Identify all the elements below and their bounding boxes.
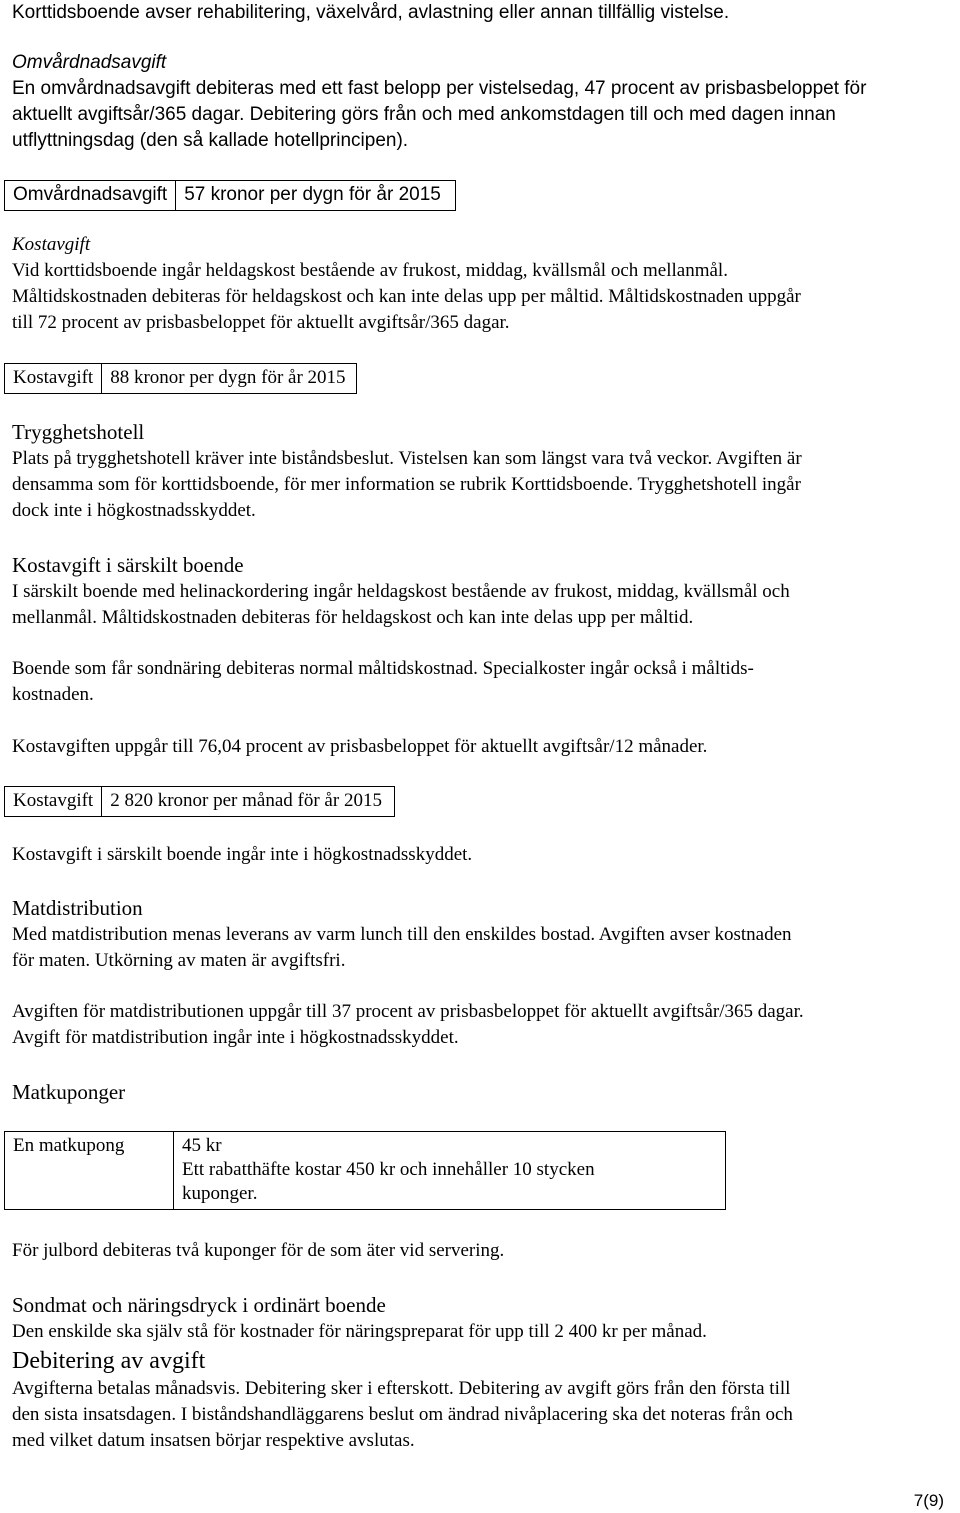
fee-description: Ett rabatthäfte kostar 450 kr och innehåller 10 stycken <box>182 1159 595 1180</box>
sondmat-section <box>12 1291 960 1345</box>
trygghetshotell-section <box>12 418 960 524</box>
body-line: Måltidskostnaden debiteras för heldagskost och kan inte delas upp per måltid. Måltidskostnaden uppgår <box>12 286 801 307</box>
matkupong-fee-table <box>4 1131 726 1210</box>
body-line: Avgifterna betalas månadsvis. Debitering sker i efterskott. Debitering av avgift görs från den första till <box>12 1378 791 1399</box>
fee-value: 88 kronor per dygn för år 2015 <box>102 364 356 394</box>
section-heading: Kostavgift <box>12 234 91 255</box>
matdistribution-section <box>12 894 960 974</box>
body-line: För julbord debiteras två kuponger för de som äter vid servering. <box>12 1240 505 1261</box>
body-line: Plats på trygghetshotell kräver inte biståndsbeslut. Vistelsen kan som längst vara två veckor. Avgiften är <box>12 448 802 469</box>
section-heading: Sondmat och näringsdryck i ordinärt boende <box>12 1293 386 1317</box>
hogkostnadsskydd-note <box>12 842 960 868</box>
kostavgift-sarskilt-boende-section <box>12 551 960 631</box>
body-line: En omvårdnadsavgift debiteras med ett fast belopp per vistelsedag, 47 procent av prisbasbeloppet för <box>12 78 867 99</box>
fee-value-cell <box>174 1132 726 1210</box>
body-line: Med matdistribution menas leverans av varm lunch till den enskildes bostad. Avgiften avser kostnaden <box>12 924 792 945</box>
fee-label: En matkupong <box>5 1132 174 1210</box>
section-heading: Debitering av avgift <box>12 1348 206 1374</box>
debitering-section <box>12 1346 960 1454</box>
fee-label: Omvårdnadsavgift <box>5 181 176 211</box>
body-line: utflyttningsdag (den så kallade hotellprincipen). <box>12 130 409 151</box>
body-line: kostnaden. <box>12 684 94 705</box>
body-line: Boende som får sondnäring debiteras normal måltidskostnad. Specialkoster ingår också i måltids- <box>12 658 754 679</box>
section-heading: Omvårdnadsavgift <box>12 52 167 73</box>
fee-label: Kostavgift <box>5 787 102 817</box>
body-line: Vid korttidsboende ingår heldagskost bestående av frukost, middag, kvällsmål och mellanmål. <box>12 260 728 281</box>
section-heading: Trygghetshotell <box>12 420 145 444</box>
fee-value: 2 820 kronor per månad för år 2015 <box>102 787 395 817</box>
julbord-note <box>12 1238 960 1264</box>
body-line: för maten. Utkörning av maten är avgiftsfri. <box>12 950 346 971</box>
body-line: med vilket datum insatsen börjar respektive avslutas. <box>12 1430 415 1451</box>
fee-value: 57 kronor per dygn för år 2015 <box>176 181 456 211</box>
section-heading: Matdistribution <box>12 896 143 920</box>
kostavgift-percent-paragraph <box>12 734 960 760</box>
body-line: Avgiften för matdistributionen uppgår till 37 procent av prisbasbeloppet för aktuellt avgiftsår/365 dagar. <box>12 1001 804 1022</box>
body-line: Avgift för matdistribution ingår inte i högkostnadsskyddet. <box>12 1027 459 1048</box>
body-line: till 72 procent av prisbasbeloppet för aktuellt avgiftsår/365 dagar. <box>12 312 510 333</box>
intro-text: Korttidsboende avser rehabilitering, växelvård, avlastning eller annan tillfällig vistelse. <box>12 2 730 23</box>
fee-value: 45 kr <box>182 1135 222 1156</box>
sondnaring-paragraph <box>12 656 960 708</box>
kostavgift-month-fee-table <box>4 786 395 817</box>
body-line: Kostavgift i särskilt boende ingår inte i högkostnadsskyddet. <box>12 844 473 865</box>
body-line: den sista insatsdagen. I biståndshandläggarens beslut om ändrad nivåplacering ska det noteras från och <box>12 1404 793 1425</box>
omvardnadsavgift-fee-table <box>4 180 456 211</box>
body-line: Den enskilde ska själv stå för kostnader för näringspreparat för upp till 2 400 kr per månad. <box>12 1321 707 1342</box>
body-line: mellanmål. Måltidskostnaden debiteras för heldagskost och kan inte delas upp per måltid. <box>12 607 694 628</box>
body-line: aktuellt avgiftsår/365 dagar. Debitering görs från och med ankomstdagen till och med dagen innan <box>12 104 836 125</box>
kostavgift-section <box>12 232 960 336</box>
matdistribution-fee-paragraph <box>12 999 960 1051</box>
body-line: Kostavgiften uppgår till 76,04 procent av prisbasbeloppet för aktuellt avgiftsår/12 månader. <box>12 736 708 757</box>
section-heading: Kostavgift i särskilt boende <box>12 553 244 577</box>
kostavgift-fee-table <box>4 363 357 394</box>
body-line: dock inte i högkostnadsskyddet. <box>12 500 256 521</box>
matkuponger-section <box>12 1078 960 1106</box>
fee-label: Kostavgift <box>5 364 102 394</box>
section-heading: Matkuponger <box>12 1080 126 1104</box>
page-number: 7(9) <box>913 1491 944 1510</box>
body-line: I särskilt boende med helinackordering ingår heldagskost bestående av frukost, middag, kvällsmål och <box>12 581 790 602</box>
omvardnadsavgift-section <box>12 50 960 154</box>
body-line: densamma som för korttidsboende, för mer information se rubrik Korttidsboende. Trygghetshotell ingår <box>12 474 801 495</box>
fee-description: kuponger. <box>182 1183 258 1204</box>
